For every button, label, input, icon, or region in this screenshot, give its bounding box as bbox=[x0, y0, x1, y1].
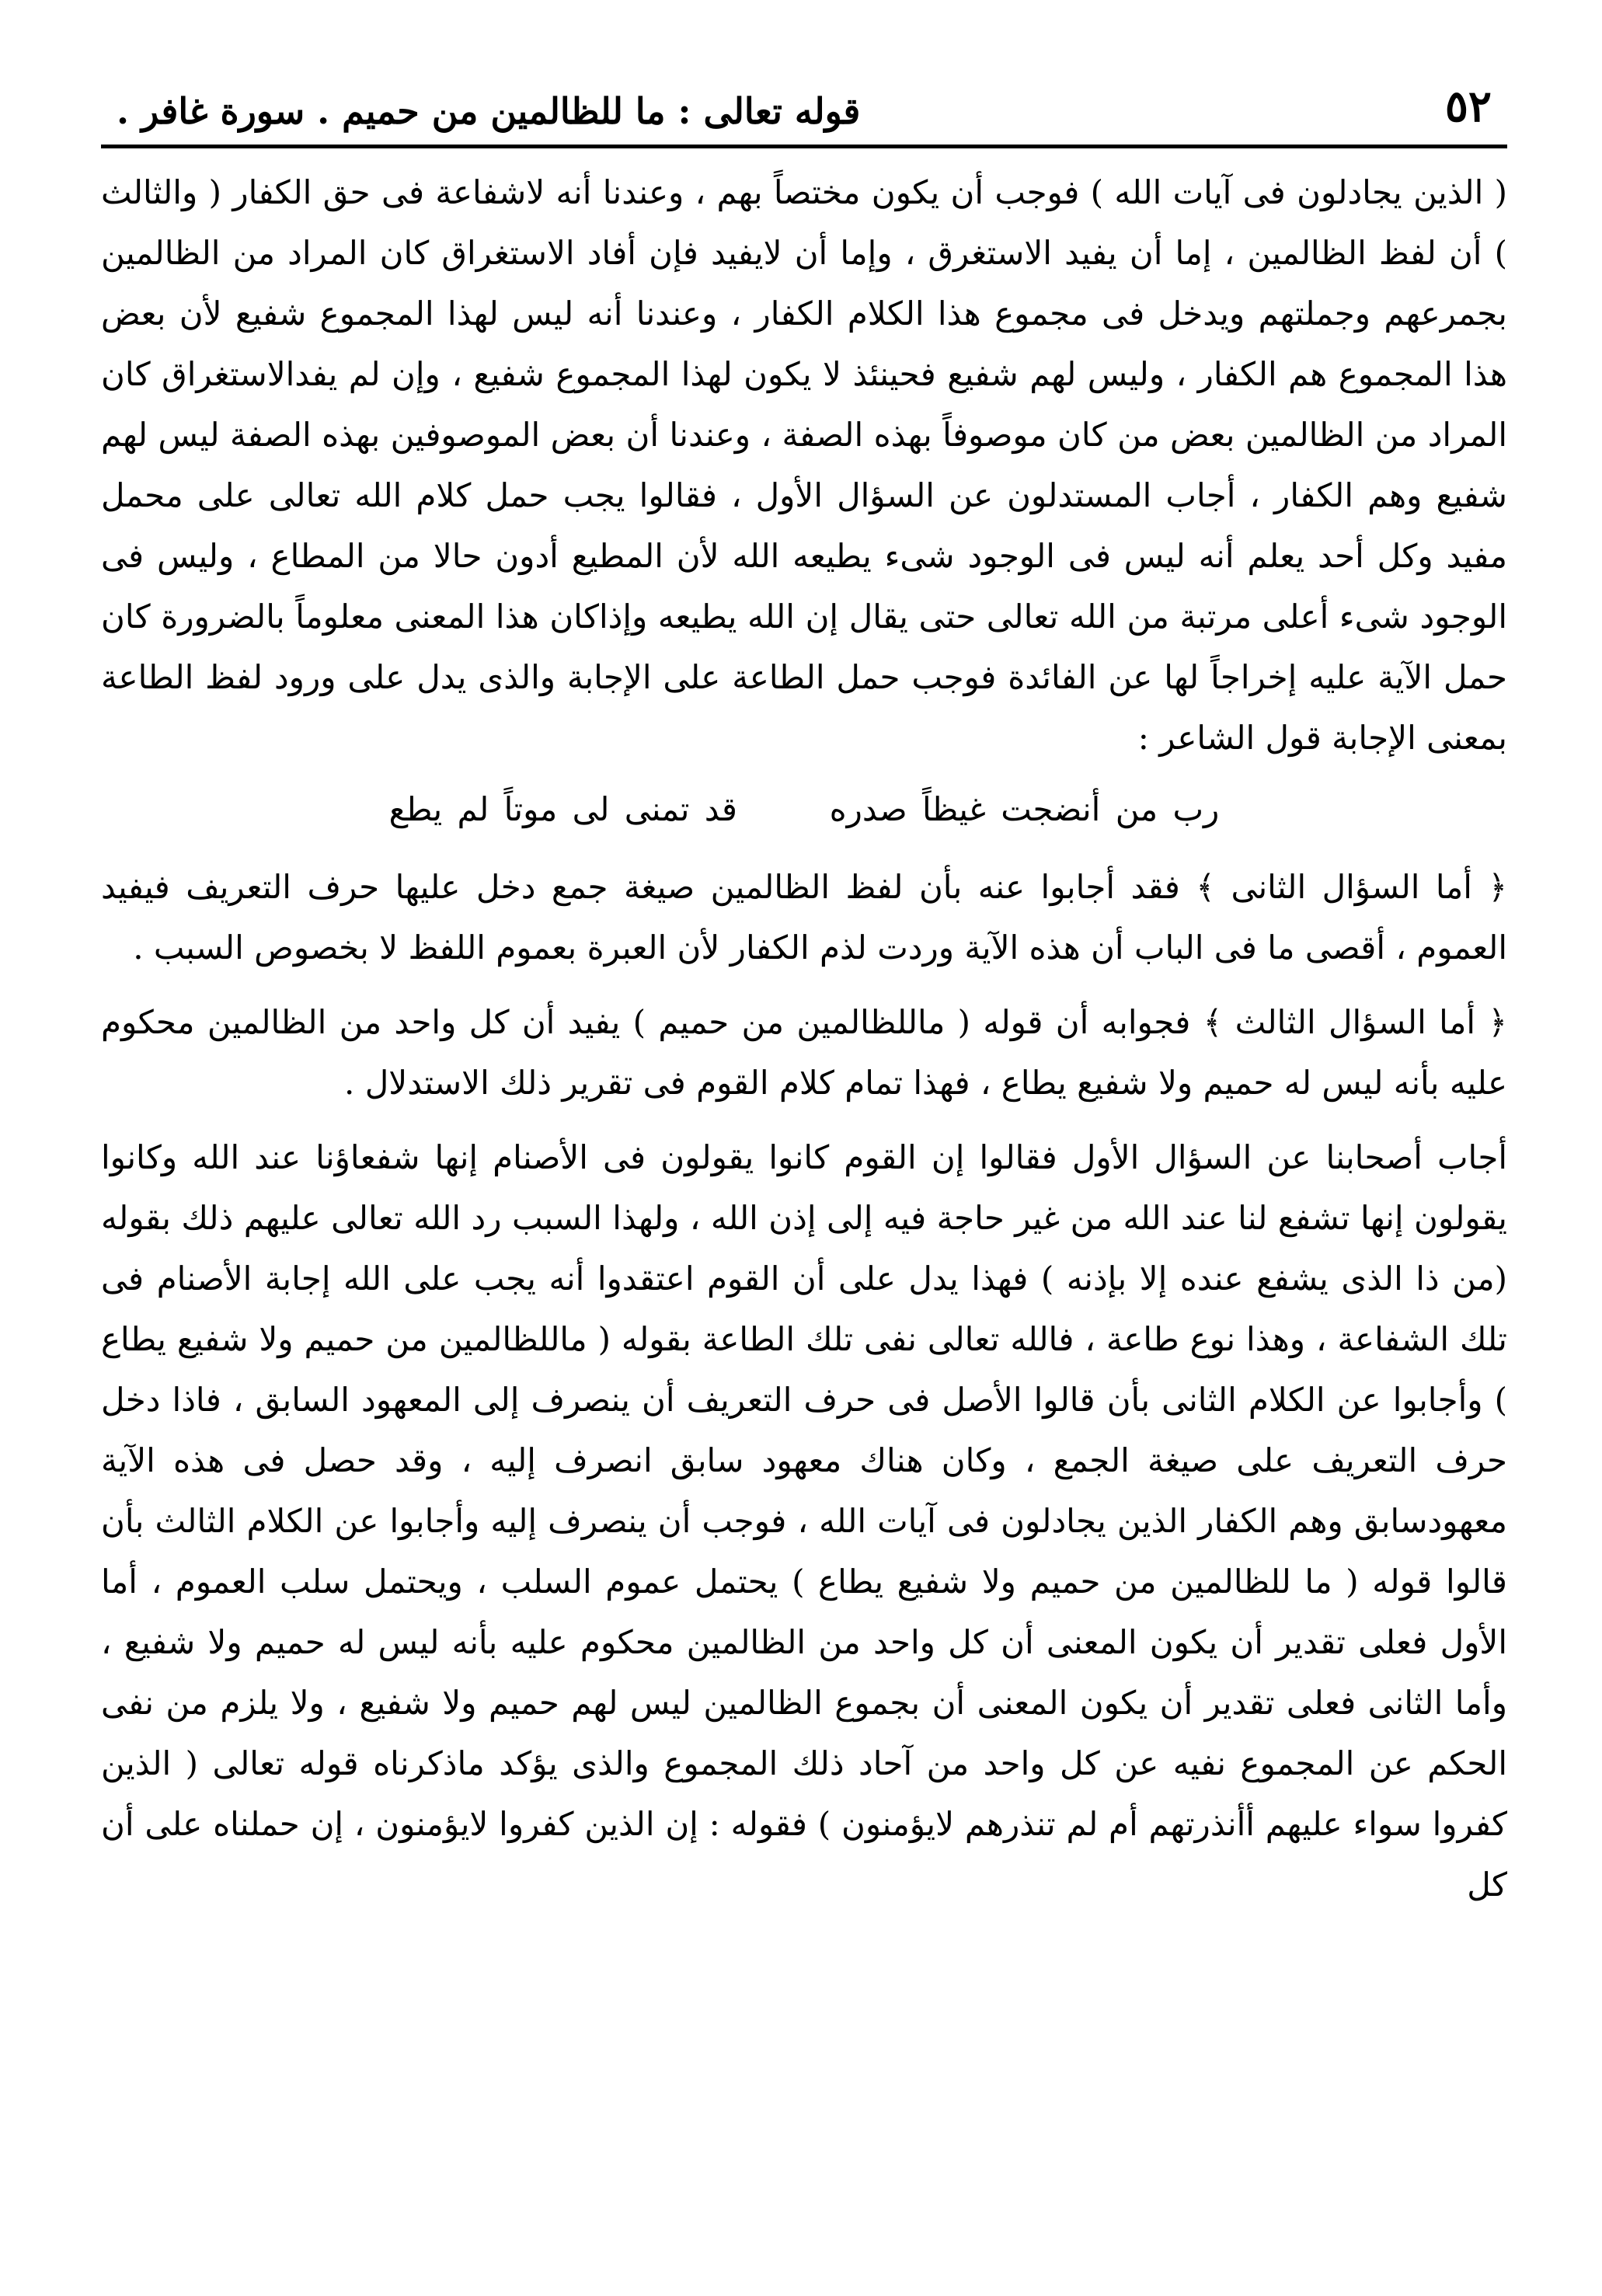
header-rule bbox=[101, 145, 1507, 148]
paragraph-2: ﴿ أما السؤال الثانى ﴾ فقد أجابوا عنه بأن لفظ الظالمين صيغة جمع دخل عليها حرف التعريف فيفيد العموم ، أقصى ما فى الباب أن هذه الآية وردت لذم الكفار لأن العبرة بعموم اللفظ لا بخصوص السبب . bbox=[101, 868, 1507, 967]
running-head-title: قوله تعالى : ما للظالمين من حميم . سورة غافر . bbox=[117, 90, 861, 132]
paragraph-1: ( الذين يجادلون فى آيات الله ) فوجب أن يكون مختصاً بهم ، وعندنا أنه لاشفاعة فى حق الكفار ( والثالث ) أن لفظ الظالمين ، إما أن يفيد الاستغرق ، وإما أن لايفيد فإن أفاد الاستغراق كان المراد من الظالمين بجمرعهم وجملتهم ويدخل فى مجموع هذا الكلام الكفار ، وعندنا أنه ليس لهذا المجموع شفيع لأن بعض هذا المجموع هم الكفار ، وليس لهم شفيع فحينئذ لا يكون لهذا المجموع شفيع ، وإن لم يفدالاستغراق كان المراد من الظالمين بعض من كان موصوفاً بهذه الصفة ، وعندنا أن بعض الموصوفين بهذه الصفة ليس لهم شفيع وهم الكفار ، أجاب المستدلون عن السؤال الأول ، فقالوا يجب حمل كلام الله تعالى على محمل مفيد وكل أحد يعلم أنه ليس فى الوجود شىء يطيعه الله لأن المطيع أدون حالا من المطاع ، وليس فى الوجود شىء أعلى مرتبة من الله تعالى حتى يقال إن الله يطيعه وإذاكان هذا المعنى معلوماً بالضرورة كان حمل الآية عليه إخراجاً لها عن الفائدة فوجب حمل الطاعة على الإجابة والذى يدل على ورود لفظ الطاعة بمعنى الإجابة قول الشاعر : bbox=[101, 173, 1508, 757]
paragraph-4: أجاب أصحابنا عن السؤال الأول فقالوا إن القوم كانوا يقولون فى الأصنام إنها شفعاؤنا عند الله وكانوا يقولون إنها تشفع لنا عند الله من غير حاجة فيه إلى إذن الله ، ولهذا السبب رد الله تعالى عليهم ذلك بقوله (من ذا الذى يشفع عنده إلا بإذنه ) فهذا يدل على أن القوم اعتقدوا أنه يجب على الله إجابة الأصنام فى تلك الشفاعة ، وهذا نوع طاعة ، فالله تعالى نفى تلك الطاعة بقوله ( ماللظالمين من حميم ولا شفيع يطاع ) وأجابوا عن الكلام الثانى بأن قالوا الأصل فى حرف التعريف أن ينصرف إلى المعهود السابق ، فاذا دخل حرف التعريف على صيغة الجمع ، وكان هناك معهود سابق انصرف إليه ، وقد حصل فى هذه الآية معهودسابق وهم الكفار الذين يجادلون فى آيات الله ، فوجب أن ينصرف إليه وأجابوا عن الكلام الثالث بأن قالوا قوله ( ما للظالمين من حميم ولا شفيع يطاع ) يحتمل عموم السلب ، ويحتمل سلب العموم ، أما الأول فعلى تقدير أن يكون المعنى أن كل واحد من الظالمين محكوم عليه بأنه ليس له حميم ولا شفيع ، وأما الثانى فعلى تقدير أن يكون المعنى أن بجموع الظالمين ليس لهم حميم ولا شفيع ، ولا يلزم من نفى الحكم عن المجموع نفيه عن كل واحد من آحاد ذلك المجموع والذى يؤكد ماذكرناه قوله تعالى ( الذين كفروا سواء عليهم أأنذرتهم أم لم تنذرهم لايؤمنون ) فقوله : إن الذين كفروا لايؤمنون ، إن حملناه على أن كل bbox=[101, 1138, 1507, 1904]
paragraph-3: ﴿ أما السؤال الثالث ﴾ فجوابه أن قوله ( ماللظالمين من حميم ) يفيد أن كل واحد من الظالمين محكوم عليه بأنه ليس له حميم ولا شفيع يطاع ، فهذا تمام كلام القوم فى تقرير ذلك الاستدلال . bbox=[101, 1003, 1507, 1102]
verse-first-hemistich: رب من أنضجت غيظاً صدره bbox=[829, 790, 1220, 828]
running-head bbox=[101, 54, 1507, 132]
verse-second-hemistich: قد تمنى لى موتاً لم يطع bbox=[388, 790, 737, 828]
poetry-verse bbox=[101, 779, 1507, 840]
document-page bbox=[101, 54, 1507, 1915]
page-number: ٥٢ bbox=[1444, 81, 1492, 132]
